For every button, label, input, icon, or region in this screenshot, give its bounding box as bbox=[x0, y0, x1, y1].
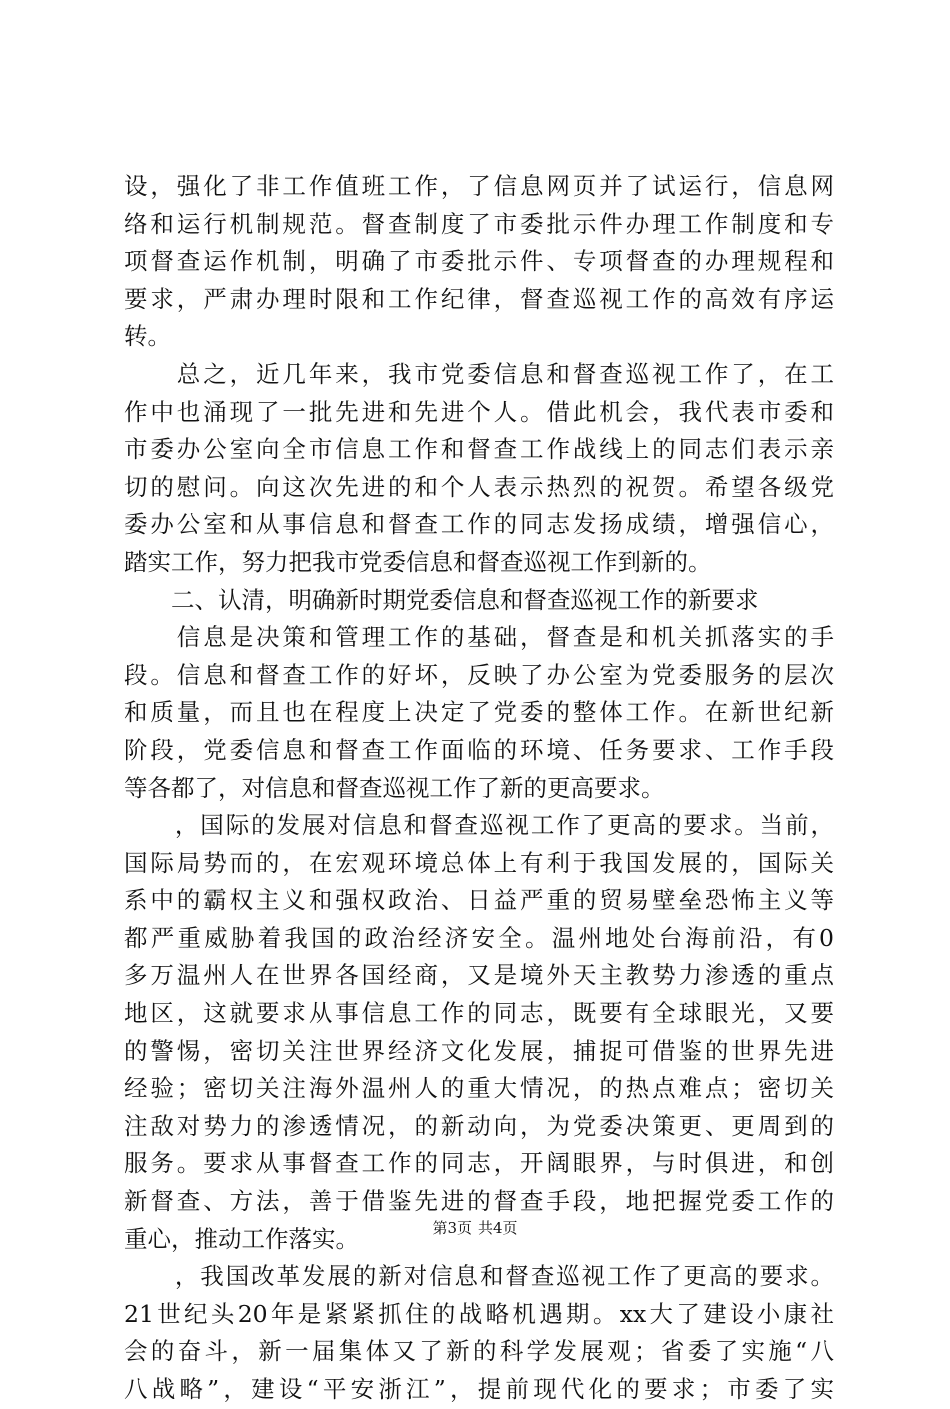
text-line: 络和运行机制规范。督查制度了市委批示件办理工作制度和专 bbox=[124, 209, 834, 238]
text-line: 转。 bbox=[124, 322, 171, 351]
text-line: 重心，推动工作落实。 bbox=[124, 1224, 359, 1253]
text-line: 国际局势而的，在宏观环境总体上有利于我国发展的，国际关 bbox=[124, 848, 834, 877]
text-line: 信息是决策和管理工作的基础，督查是和机关抓落实的手 bbox=[124, 623, 834, 652]
page-number: 第3页 bbox=[432, 1219, 472, 1237]
text-line: 八战略”，建设“平安浙江”，提前现代化的要求；市委了实 bbox=[124, 1375, 834, 1403]
text-line: 项督查运作机制，明确了市委批示件、专项督查的办理规程和 bbox=[124, 247, 834, 276]
text-line: ，我国改革发展的新对信息和督查巡视工作了更高的要求。 bbox=[124, 1262, 834, 1291]
text-line: 段。信息和督查工作的好坏，反映了办公室为党委服务的层次 bbox=[124, 660, 834, 689]
text-line: 阶段，党委信息和督查工作面临的环境、任务要求、工作手段 bbox=[124, 735, 834, 764]
text-line: 二、认清，明确新时期党委信息和督查巡视工作的新要求 bbox=[124, 585, 759, 614]
text-line: 市委办公室向全市信息工作和督查工作战线上的同志们表示亲 bbox=[124, 435, 834, 464]
text-line: 的警惕，密切关注世界经济文化发展，捕捉可借鉴的世界先进 bbox=[124, 1036, 834, 1065]
text-line: 总之，近几年来，我市党委信息和督查巡视工作了，在工 bbox=[124, 359, 834, 388]
text-line: ，国际的发展对信息和督查巡视工作了更高的要求。当前， bbox=[124, 811, 834, 840]
text-line: 21世纪头20年是紧紧抓住的战略机遇期。xx大了建设小康社 bbox=[124, 1299, 834, 1328]
text-line: 经验；密切关注海外温州人的重大情况，的热点难点；密切关 bbox=[124, 1074, 834, 1103]
text-line: 等各都了，对信息和督查巡视工作了新的更高要求。 bbox=[124, 773, 665, 802]
page-footer bbox=[0, 1218, 950, 1238]
text-line: 都严重威胁着我国的政治经济安全。温州地处台海前沿，有0 bbox=[124, 923, 834, 952]
text-line: 切的慰问。向这次先进的和个人表示热烈的祝贺。希望各级党 bbox=[124, 472, 834, 501]
text-line: 设，强化了非工作值班工作，了信息网页并了试运行，信息网 bbox=[124, 172, 834, 200]
text-line: 地区，这就要求从事信息工作的同志，既要有全球眼光，又要 bbox=[124, 999, 834, 1028]
text-line: 新督查、方法，善于借鉴先进的督查手段，地把握党委工作的 bbox=[124, 1187, 834, 1216]
text-line: 会的奋斗，新一届集体又了新的科学发展观；省委了实施“八 bbox=[124, 1337, 834, 1366]
text-line: 多万温州人在世界各国经商，又是境外天主教势力渗透的重点 bbox=[124, 961, 834, 990]
text-line: 注敌对势力的渗透情况，的新动向，为党委决策更、更周到的 bbox=[124, 1111, 834, 1140]
page-total: 共4页 bbox=[478, 1219, 518, 1237]
text-line: 系中的霸权主义和强权政治、日益严重的贸易壁垒恐怖主义等 bbox=[124, 886, 834, 915]
text-line: 服务。要求从事督查工作的同志，开阔眼界，与时俱进，和创 bbox=[124, 1149, 834, 1178]
text-line: 和质量，而且也在程度上决定了党委的整体工作。在新世纪新 bbox=[124, 698, 834, 727]
text-line: 作中也涌现了一批先进和先进个人。借此机会，我代表市委和 bbox=[124, 397, 834, 426]
text-line: 踏实工作，努力把我市党委信息和督查巡视工作到新的。 bbox=[124, 547, 712, 576]
text-line: 要求，严肃办理时限和工作纪律，督查巡视工作的高效有序运 bbox=[124, 284, 834, 313]
text-line: 委办公室和从事信息和督查工作的同志发扬成绩，增强信心， bbox=[124, 510, 834, 539]
